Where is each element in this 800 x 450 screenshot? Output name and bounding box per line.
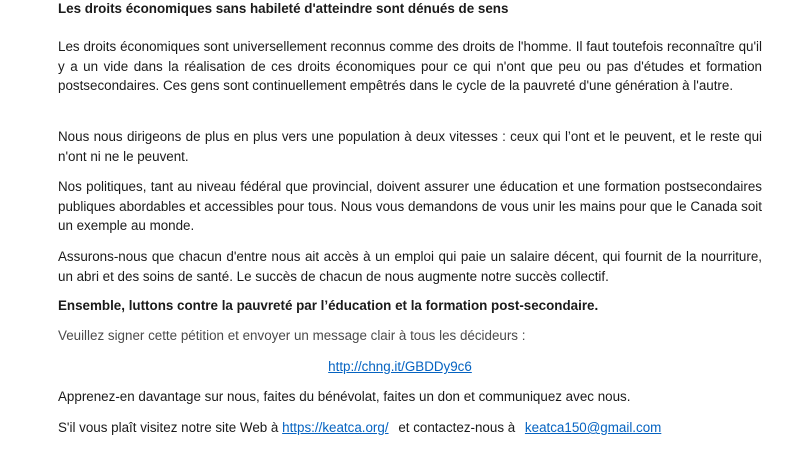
petition-link[interactable]: http://chng.it/GBDDy9c6 [328, 359, 472, 374]
paragraph-contact [58, 418, 762, 438]
email-link[interactable]: keatca150@gmail.com [524, 420, 662, 435]
paragraph-two-speed-population: Nous nous dirigeons de plus en plus vers une population à deux vitesses : ceux qui l’ont et le peuvent, et le reste qui n'ont ni ne le peuvent. [58, 129, 762, 164]
paragraph-policies: Nos politiques, tant au niveau fédéral que provincial, doivent assurer une éducation et une formation postsecondaires publiques abordables et accessibles pour tous. Nous vous demandons de vous unir les mains pour que le Canada soit un exemple au monde. [58, 179, 762, 233]
paragraph-learn-more: Apprenez-en davantage sur nous, faites du bénévolat, faites un don et communiquez avec nous. [58, 389, 631, 404]
petition-link-row [0, 357, 800, 377]
paragraph-employment: Assurons-nous que chacun d'entre nous ait accès à un emploi qui paie un salaire décent, qui fournit de la nourriture, un abri et des soins de santé. Le succès de chacun de nous augmente notre succès collectif. [58, 249, 762, 284]
contact-middle-text: et contactez-nous à [398, 420, 516, 435]
paragraph-economic-rights: Les droits économiques sont universellement reconnus comme des droits de l'homme. Il faut toutefois reconnaître qu'il y a un vide dans la réalisation de ces droits économiques pour ce qui n'ont que peu ou pas d'études et formation postsecondaires. Ces gens sont continuellement empêtrés dans le cycle de la pauvreté d'une génération à l'autre. [58, 39, 762, 93]
paragraph-sign-petition: Veuillez signer cette pétition et envoyer un message clair à tous les décideurs : [58, 328, 526, 343]
paragraph-together: Ensemble, luttons contre la pauvreté par l’éducation et la formation post-secondaire. [58, 298, 599, 313]
document-title: Les droits économiques sans habileté d'atteindre sont dénués de sens [58, 1, 509, 16]
contact-prefix-text: S'il vous plaît visitez notre site Web à [58, 420, 279, 435]
website-link[interactable]: https://keatca.org/ [282, 420, 389, 435]
